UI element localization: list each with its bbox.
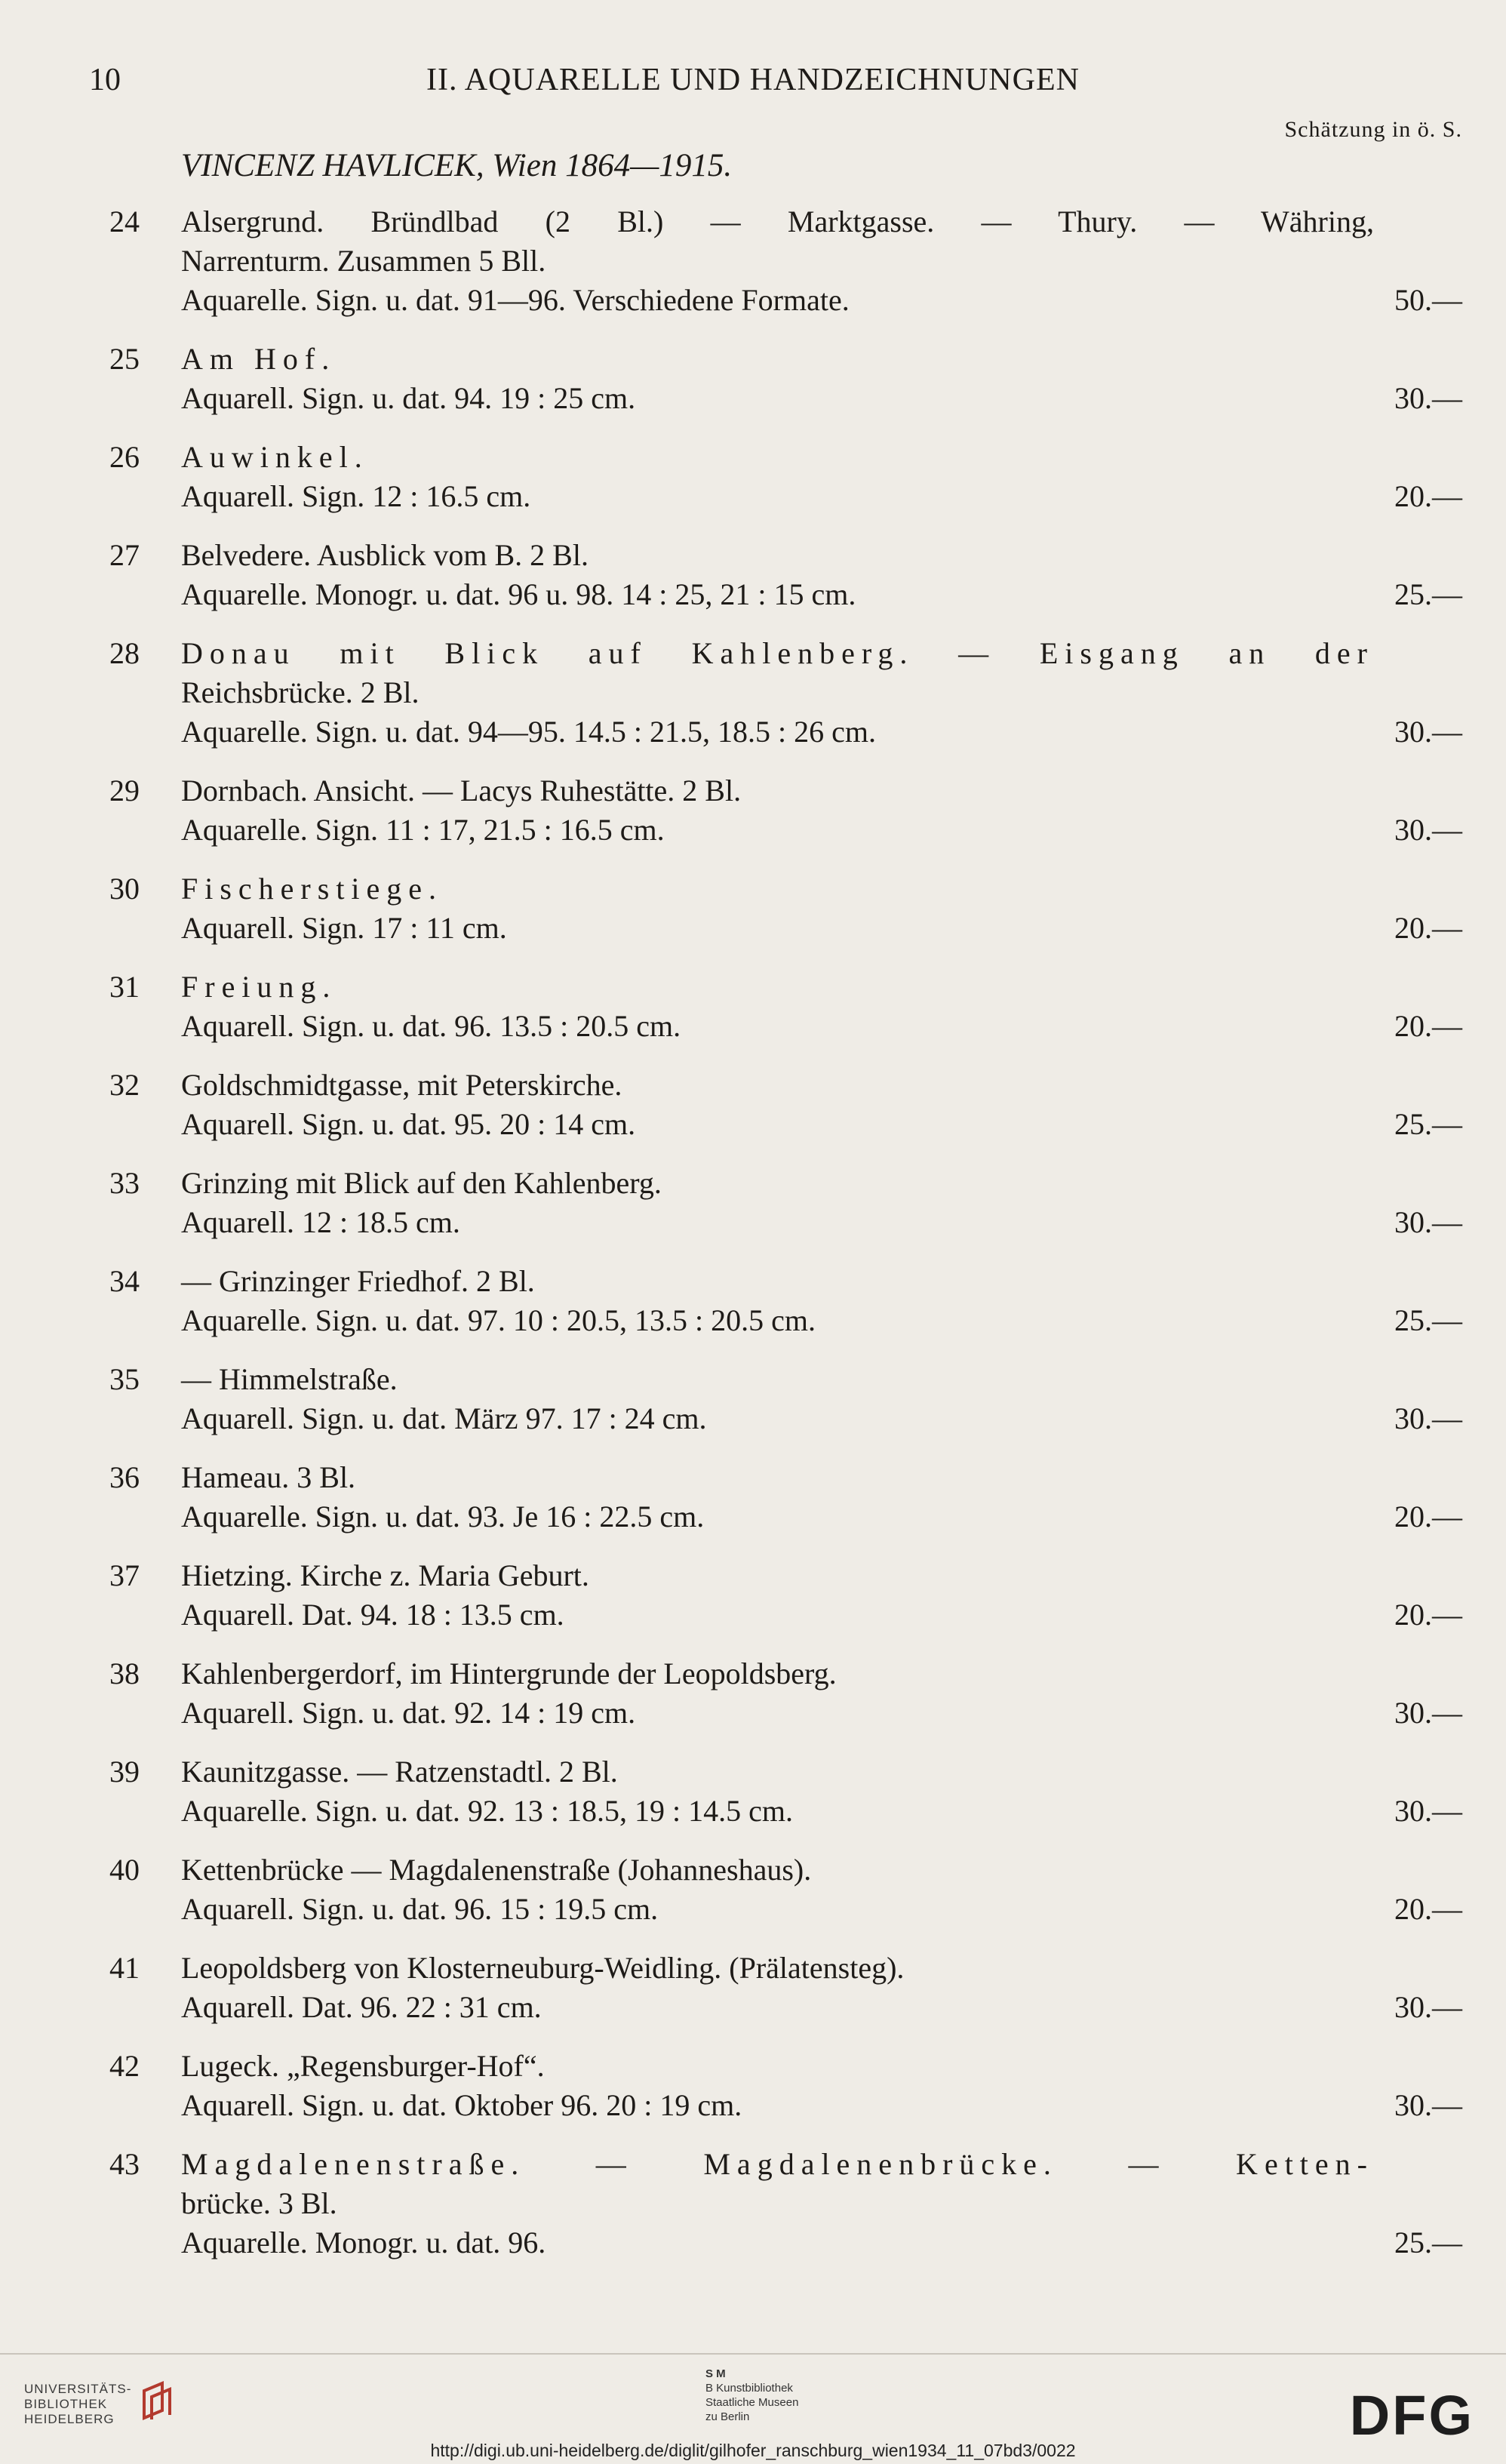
entry-number: 40 xyxy=(109,1853,140,1887)
entry-line xyxy=(0,1654,1506,1693)
library-line: B Kunstbibliothek xyxy=(705,2382,793,2395)
entry-line xyxy=(0,477,1506,516)
university-logo-line: BIBLIOTHEK xyxy=(24,2397,108,2411)
entry-price: 30.— xyxy=(1394,1401,1462,1435)
entry-spacer xyxy=(0,948,1506,967)
entry-line xyxy=(0,1595,1506,1635)
entry-line xyxy=(0,967,1506,1007)
entry-line xyxy=(0,2184,1506,2223)
entry-line xyxy=(0,909,1506,948)
entry-line xyxy=(0,2047,1506,2086)
entry-number: 33 xyxy=(109,1166,140,1200)
library-line: zu Berlin xyxy=(705,2410,750,2423)
entry-text: Aquarell. Sign. 12 : 16.5 cm. xyxy=(181,479,531,513)
entry-text: Aquarell. Sign. u. dat. 94. 19 : 25 cm. xyxy=(181,381,636,415)
entry-line xyxy=(0,1399,1506,1438)
entry-text: Aquarelle. Sign. u. dat. 94—95. 14.5 : 21.5, 18.5 : 26 cm. xyxy=(181,715,877,749)
entry-text: Aquarell. 12 : 18.5 cm. xyxy=(181,1205,460,1239)
catalogue-entry xyxy=(0,536,1506,614)
page-header xyxy=(89,62,1417,107)
entry-line xyxy=(0,379,1506,418)
entry-text: Aquarell. Sign. u. dat. 96. 15 : 19.5 cm. xyxy=(181,1892,659,1926)
entry-text: brücke. 3 Bl. xyxy=(181,2186,337,2220)
entry-line xyxy=(0,1693,1506,1733)
footer xyxy=(0,2353,1506,2464)
entry-spacer xyxy=(0,1733,1506,1752)
university-emblem-icon xyxy=(140,2380,174,2422)
catalogue-entry xyxy=(0,1850,1506,1929)
source-url-link[interactable]: http://digi.ub.uni-heidelberg.de/diglit/gilhofer_ranschburg_wien1934_11_07bd3/0022 xyxy=(430,2441,1076,2460)
entry-price: 50.— xyxy=(1394,283,1462,317)
entry-text: Aquarelle. Sign. u. dat. 92. 13 : 18.5, 19 : 14.5 cm. xyxy=(181,1794,794,1828)
entry-number: 31 xyxy=(109,970,140,1004)
entry-text: Aquarelle. Monogr. u. dat. 96. xyxy=(181,2226,546,2259)
entry-price: 30.— xyxy=(1394,2088,1462,2122)
entry-spacer xyxy=(0,1929,1506,1949)
entry-line xyxy=(0,712,1506,752)
entry-text: Am Hof. xyxy=(181,342,337,376)
entry-number: 27 xyxy=(109,538,140,572)
entry-spacer xyxy=(0,1537,1506,1556)
entry-line xyxy=(0,1497,1506,1537)
entry-price: 30.— xyxy=(1394,381,1462,415)
catalogue-entry xyxy=(0,2145,1506,2263)
entry-line xyxy=(0,1988,1506,2027)
entry-text: Aquarelle. Sign. u. dat. 93. Je 16 : 22.5 cm. xyxy=(181,1500,705,1533)
entry-spacer xyxy=(0,516,1506,536)
entry-text: Aquarell. Sign. u. dat. Oktober 96. 20 : 19 cm. xyxy=(181,2088,742,2122)
entry-spacer xyxy=(0,1340,1506,1360)
entry-number: 35 xyxy=(109,1362,140,1396)
entry-spacer xyxy=(0,614,1506,634)
catalogue-entries xyxy=(0,202,1506,2263)
catalogue-entry xyxy=(0,1262,1506,1340)
entry-text: — Grinzinger Friedhof. 2 Bl. xyxy=(181,1264,535,1298)
entry-line xyxy=(0,438,1506,477)
entry-price: 25.— xyxy=(1394,577,1462,611)
entry-line xyxy=(0,2086,1506,2125)
catalogue-entry xyxy=(0,340,1506,418)
entry-spacer xyxy=(0,1831,1506,1850)
entry-price: 20.— xyxy=(1394,1009,1462,1043)
entry-text: Goldschmidtgasse, mit Peterskirche. xyxy=(181,1068,622,1102)
entry-number: 29 xyxy=(109,774,140,807)
page-number: 10 xyxy=(89,63,121,97)
catalogue-entry xyxy=(0,1164,1506,1242)
entry-text: — Himmelstraße. xyxy=(181,1362,398,1396)
entry-text: Kettenbrücke — Magdalenenstraße (Johanneshaus). xyxy=(181,1853,812,1887)
entry-text: Aquarell. Sign. u. dat. 92. 14 : 19 cm. xyxy=(181,1696,636,1730)
catalogue-entry xyxy=(0,634,1506,752)
entry-line xyxy=(0,241,1506,281)
entry-text: Kahlenbergerdorf, im Hintergrunde der Leopoldsberg. xyxy=(181,1657,837,1690)
entry-number: 38 xyxy=(109,1657,140,1690)
entry-text: Aquarell. Sign. 17 : 11 cm. xyxy=(181,911,507,945)
entry-text: Kaunitzgasse. — Ratzenstadtl. 2 Bl. xyxy=(181,1755,618,1789)
entry-number: 36 xyxy=(109,1460,140,1494)
entry-price: 30.— xyxy=(1394,1205,1462,1239)
entry-line xyxy=(0,575,1506,614)
entry-number: 41 xyxy=(109,1951,140,1985)
entry-text: Dornbach. Ansicht. — Lacys Ruhestätte. 2 Bl. xyxy=(181,774,742,807)
entry-line xyxy=(0,634,1506,673)
entry-text: Magdalenenstraße. — Magdalenenbrücke. — Ketten- xyxy=(181,2147,1374,2181)
entry-number: 30 xyxy=(109,872,140,906)
catalogue-entry xyxy=(0,1360,1506,1438)
entry-number: 39 xyxy=(109,1755,140,1789)
entry-text: Aquarelle. Sign. u. dat. 91—96. Verschiedene Formate. xyxy=(181,283,850,317)
entry-text: Belvedere. Ausblick vom B. 2 Bl. xyxy=(181,538,589,572)
entry-number: 43 xyxy=(109,2147,140,2181)
entry-price: 30.— xyxy=(1394,715,1462,749)
entry-text: Aquarelle. Monogr. u. dat. 96 u. 98. 14 : 25, 21 : 15 cm. xyxy=(181,577,856,611)
estimate-column-label: Schätzung in ö. S. xyxy=(1284,117,1462,142)
entry-number: 42 xyxy=(109,2049,140,2083)
university-library-logo xyxy=(24,2382,131,2427)
entry-price: 30.— xyxy=(1394,1990,1462,2024)
catalogue-entry xyxy=(0,1556,1506,1635)
entry-line xyxy=(0,1360,1506,1399)
entry-line xyxy=(0,2145,1506,2184)
dfg-logo: DFG xyxy=(1349,2384,1474,2447)
entry-line xyxy=(0,811,1506,850)
entry-text: Aquarelle. Sign. 11 : 17, 21.5 : 16.5 cm. xyxy=(181,813,665,847)
entry-price: 20.— xyxy=(1394,479,1462,513)
entry-text: Freiung. xyxy=(181,970,337,1004)
catalogue-entry xyxy=(0,438,1506,516)
entry-price: 25.— xyxy=(1394,2226,1462,2259)
entry-number: 25 xyxy=(109,342,140,376)
section-title: II. AQUARELLE UND HANDZEICHNUNGEN xyxy=(426,63,1080,97)
entry-line xyxy=(0,1949,1506,1988)
entry-text: Lugeck. „Regensburger-Hof“. xyxy=(181,2049,545,2083)
entry-number: 26 xyxy=(109,440,140,474)
entry-spacer xyxy=(0,1144,1506,1164)
artist-heading: VINCENZ HAVLICEK, Wien 1864—1915. xyxy=(181,148,733,183)
catalogue-entry xyxy=(0,1066,1506,1144)
sm-mark: S M xyxy=(705,2367,726,2380)
entry-spacer xyxy=(0,320,1506,340)
entry-price: 20.— xyxy=(1394,1892,1462,1926)
entry-price: 20.— xyxy=(1394,911,1462,945)
university-logo-line: UNIVERSITÄTS- xyxy=(24,2382,132,2396)
entry-text: Auwinkel. xyxy=(181,440,369,474)
entry-text: Aquarell. Sign. u. dat. März 97. 17 : 24 cm. xyxy=(181,1401,707,1435)
entry-number: 28 xyxy=(109,636,140,670)
entry-line xyxy=(0,1556,1506,1595)
entry-price: 25.— xyxy=(1394,1107,1462,1141)
entry-line xyxy=(0,771,1506,811)
catalogue-entry xyxy=(0,1654,1506,1733)
entry-number: 32 xyxy=(109,1068,140,1102)
catalogue-entry xyxy=(0,202,1506,320)
entry-spacer xyxy=(0,1242,1506,1262)
entry-text: Aquarelle. Sign. u. dat. 97. 10 : 20.5, 13.5 : 20.5 cm. xyxy=(181,1303,816,1337)
entry-line xyxy=(0,340,1506,379)
entry-spacer xyxy=(0,850,1506,869)
entry-spacer xyxy=(0,1635,1506,1654)
entry-price: 20.— xyxy=(1394,1500,1462,1533)
entry-text: Fischerstiege. xyxy=(181,872,444,906)
library-line: Staatliche Museen xyxy=(705,2396,799,2409)
entry-price: 30.— xyxy=(1394,813,1462,847)
entry-line xyxy=(0,673,1506,712)
kunstbibliothek-credit xyxy=(705,2367,798,2424)
entry-text: Aquarell. Sign. u. dat. 96. 13.5 : 20.5 cm. xyxy=(181,1009,681,1043)
entry-text: Alsergrund. Bründlbad (2 Bl.) — Marktgasse. — Thury. — Währing, xyxy=(181,205,1374,238)
entry-line xyxy=(0,1105,1506,1144)
entry-spacer xyxy=(0,2125,1506,2145)
catalogue-entry xyxy=(0,2047,1506,2125)
entry-line xyxy=(0,1262,1506,1301)
entry-number: 37 xyxy=(109,1558,140,1592)
entry-spacer xyxy=(0,2027,1506,2047)
catalogue-entry xyxy=(0,771,1506,850)
entry-line xyxy=(0,536,1506,575)
catalogue-entry xyxy=(0,967,1506,1046)
entry-spacer xyxy=(0,752,1506,771)
entry-line xyxy=(0,2223,1506,2263)
entry-text: Aquarell. Dat. 96. 22 : 31 cm. xyxy=(181,1990,542,2024)
entry-line xyxy=(0,869,1506,909)
entry-line xyxy=(0,1203,1506,1242)
entry-price: 20.— xyxy=(1394,1598,1462,1632)
entry-line xyxy=(0,202,1506,241)
entry-line xyxy=(0,1066,1506,1105)
entry-line xyxy=(0,1164,1506,1203)
entry-text: Aquarell. Dat. 94. 18 : 13.5 cm. xyxy=(181,1598,564,1632)
entry-spacer xyxy=(0,1438,1506,1458)
entry-price: 30.— xyxy=(1394,1794,1462,1828)
entry-text: Aquarell. Sign. u. dat. 95. 20 : 14 cm. xyxy=(181,1107,636,1141)
entry-text: Hameau. 3 Bl. xyxy=(181,1460,356,1494)
entry-line xyxy=(0,1850,1506,1890)
catalogue-entry xyxy=(0,869,1506,948)
entry-line xyxy=(0,1752,1506,1792)
entry-line xyxy=(0,281,1506,320)
entry-number: 24 xyxy=(109,205,140,238)
entry-line xyxy=(0,1792,1506,1831)
catalogue-entry xyxy=(0,1458,1506,1537)
entry-text: Hietzing. Kirche z. Maria Geburt. xyxy=(181,1558,589,1592)
entry-line xyxy=(0,1890,1506,1929)
entry-price: 25.— xyxy=(1394,1303,1462,1337)
entry-line xyxy=(0,1007,1506,1046)
entry-text: Reichsbrücke. 2 Bl. xyxy=(181,675,420,709)
entry-text: Donau mit Blick auf Kahlenberg. — Eisgang an der xyxy=(181,636,1374,670)
entry-spacer xyxy=(0,1046,1506,1066)
entry-text: Grinzing mit Blick auf den Kahlenberg. xyxy=(181,1166,662,1200)
catalogue-entry xyxy=(0,1949,1506,2027)
university-logo-line: HEIDELBERG xyxy=(24,2412,115,2426)
entry-text: Narrenturm. Zusammen 5 Bll. xyxy=(181,244,546,278)
footer-divider xyxy=(0,2353,1506,2355)
entry-spacer xyxy=(0,418,1506,438)
entry-number: 34 xyxy=(109,1264,140,1298)
entry-line xyxy=(0,1301,1506,1340)
entry-line xyxy=(0,1458,1506,1497)
entry-text: Leopoldsberg von Klosterneuburg-Weidling. (Prälatensteg). xyxy=(181,1951,905,1985)
catalogue-entry xyxy=(0,1752,1506,1831)
entry-price: 30.— xyxy=(1394,1696,1462,1730)
